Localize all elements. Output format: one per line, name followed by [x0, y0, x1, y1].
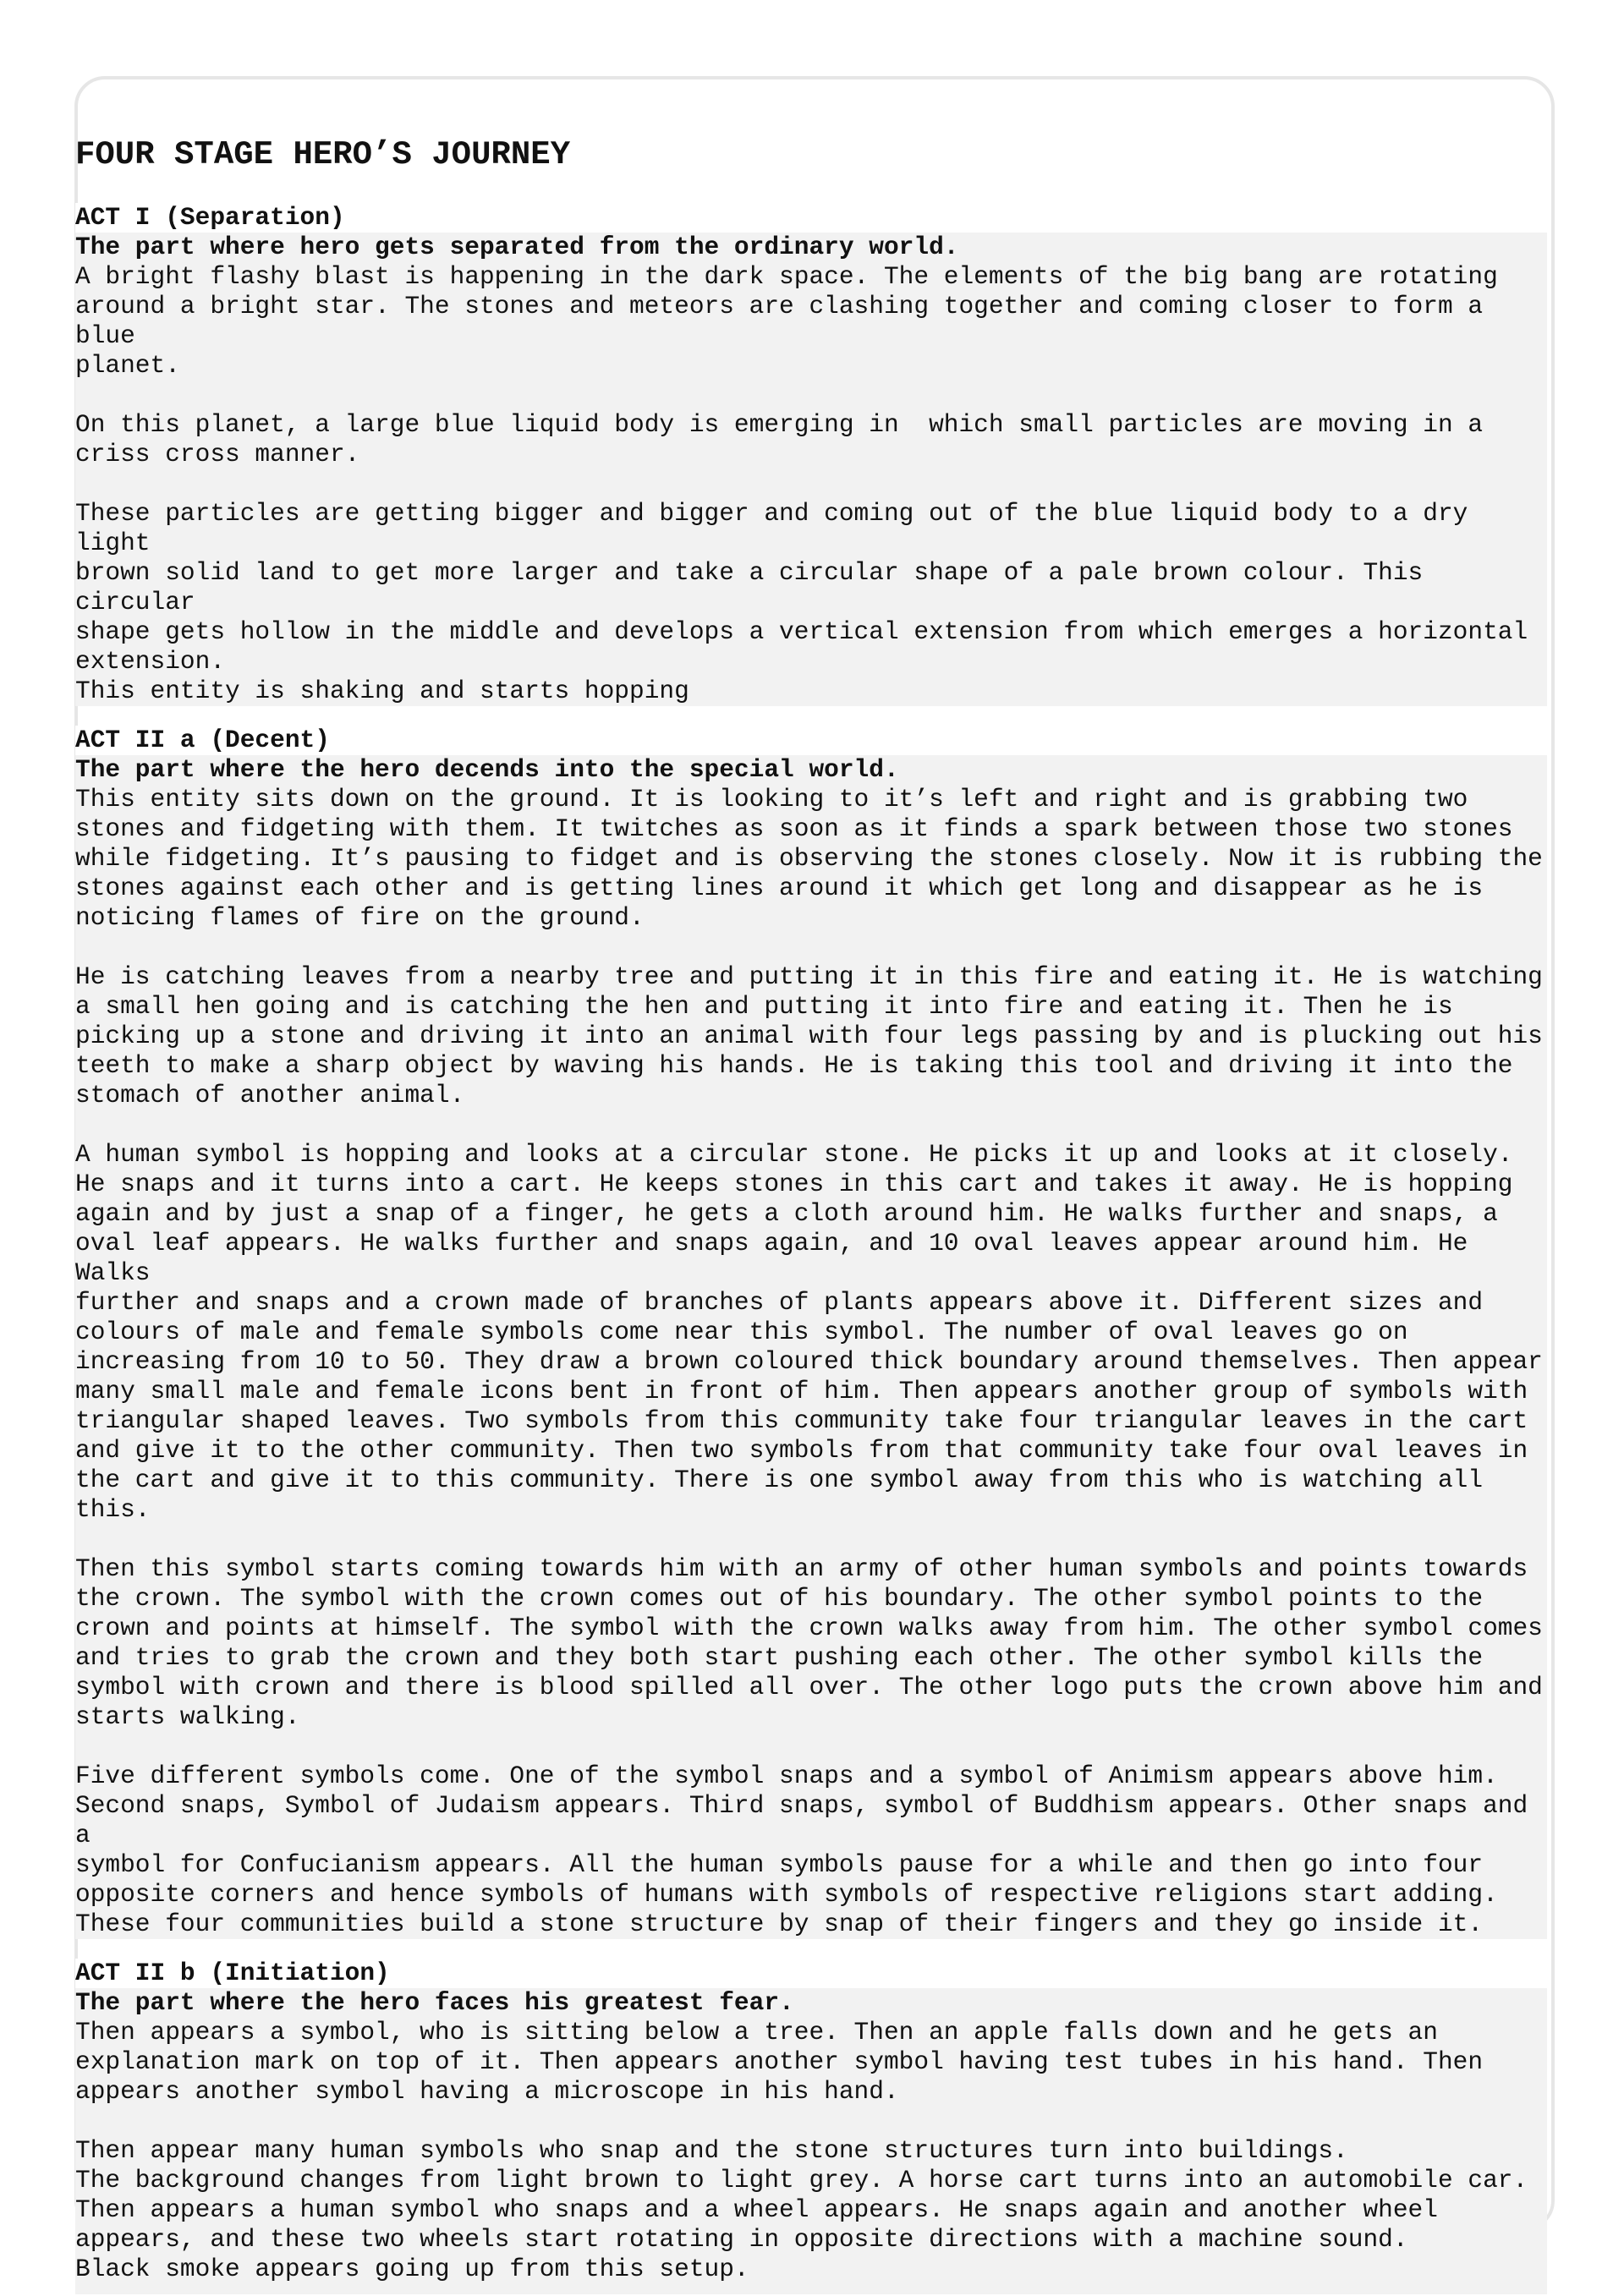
act-subheading: The part where the hero faces his greatest fear. — [75, 1988, 794, 2017]
paragraph: Five different symbols come. One of the symbol snaps and a symbol of Animism appears above him. Second snaps, Symbol of Judaism appears. Third snaps, symbol of Buddhism appears. Other snaps and a symbol for Confucianism appears. All the human symbols pause for a while and then go into four opposite corners and hence symbols of humans with symbols of respective religions start adding. These four communities build a stone structure by snap of their fingers and they go inside it. — [75, 1762, 1528, 1938]
act-heading: ACT I (Separation) — [75, 203, 1547, 233]
act-subheading: The part where the hero decends into the special world. — [75, 755, 899, 784]
paragraph: He is catching leaves from a nearby tree and putting it in this fire and eating it. He is watching a small hen going and is catching the hen and putting it into fire and eating it. Then he is picking up a stone and driving it into an animal with four legs passing by and is plucking out his teeth to make a sharp object by waving his hands. He is taking this tool and driving it into the stomach of another animal. — [75, 962, 1543, 1110]
act-section-2 — [75, 726, 1547, 1939]
act-text-block — [75, 755, 1547, 1939]
act-heading: ACT II a (Decent) — [75, 726, 1547, 755]
document-body — [75, 135, 1547, 2294]
act-subheading: The part where hero gets separated from the ordinary world. — [75, 233, 959, 261]
act-text-block — [75, 1988, 1547, 2294]
document-title: FOUR STAGE HERO’S JOURNEY — [75, 136, 571, 173]
paragraph: Then this symbol starts coming towards him with an army of other human symbols and points towards the crown. The symbol with the crown comes out of his boundary. The other symbol points to the crown and points at himself. The symbol with the crown walks away from him. The other symbol comes and tries to grab the crown and they both start pushing each other. The other symbol kills the symbol with crown and there is blood spilled all over. The other logo puts the crown above him and starts walking. — [75, 1554, 1543, 1731]
paragraph: Then appear many human symbols who snap and the stone structures turn into buildings. The background changes from light brown to light grey. A horse cart turns into an automobile car. Then appears a human symbol who snaps and a wheel appears. He snaps again and another wheel appears, and these two wheels start rotating in opposite directions with a machine sound. Black smoke appears going up from this setup. — [75, 2136, 1528, 2283]
paragraph: A bright flashy blast is happening in the dark space. The elements of the big bang are rotating around a bright star. The stones and meteors are clashing together and coming closer to form a blue planet. — [75, 262, 1498, 380]
paragraph: Then appears a symbol, who is sitting below a tree. Then an apple falls down and he gets an explanation mark on top of it. Then appears another symbol having test tubes in his hand. Then appears another symbol having a microscope in his hand. — [75, 2018, 1484, 2106]
act-section-1 — [75, 203, 1547, 706]
act-heading: ACT II b (Initiation) — [75, 1959, 1547, 1988]
paragraph: On this planet, a large blue liquid body is emerging in which small particles are moving in a criss cross manner. — [75, 410, 1484, 469]
paragraph: These particles are getting bigger and bigger and coming out of the blue liquid body to a dry light brown solid land to get more larger and take a circular shape of a pale brown colour. This circular shape gets hollow in the middle and develops a vertical extension from which emerges a horizontal extension. This entity is shaking and starts hopping — [75, 499, 1528, 705]
paragraph: A human symbol is hopping and looks at a circular stone. He picks it up and looks at it closely. He snaps and it turns into a cart. He keeps stones in this cart and takes it away. He is hopping again and by just a snap of a finger, he gets a cloth around him. He walks further and snaps, a oval leaf appears. He walks further and snaps again, and 10 oval leaves appear around him. He Walks further and snaps and a crown made of branches of plants appears above it. Different sizes and colours of male and female symbols come near this symbol. The number of oval leaves go on increasing from 10 to 50. They draw a brown coloured thick boundary around themselves. Then appear many small male and female icons bent in front of him. Then appears another group of symbols with triangular shaped leaves. Two symbols from this community take four triangular leaves in the cart and give it to the other community. Then two symbols from that community take four oval leaves in the cart and give it to this community. There is one symbol away from this who is watching all this. — [75, 1140, 1543, 1524]
act-section-3 — [75, 1959, 1547, 2294]
paragraph: This entity sits down on the ground. It is looking to it’s left and right and is grabbing two stones and fidgeting with them. It twitches as soon as it finds a spark between those two stones while fidgeting. It’s pausing to fidget and is observing the stones closely. Now it is rubbing the stones against each other and is getting lines around it which get long and disappear as he is noticing flames of fire on the ground. — [75, 785, 1543, 932]
act-text-block — [75, 233, 1547, 706]
